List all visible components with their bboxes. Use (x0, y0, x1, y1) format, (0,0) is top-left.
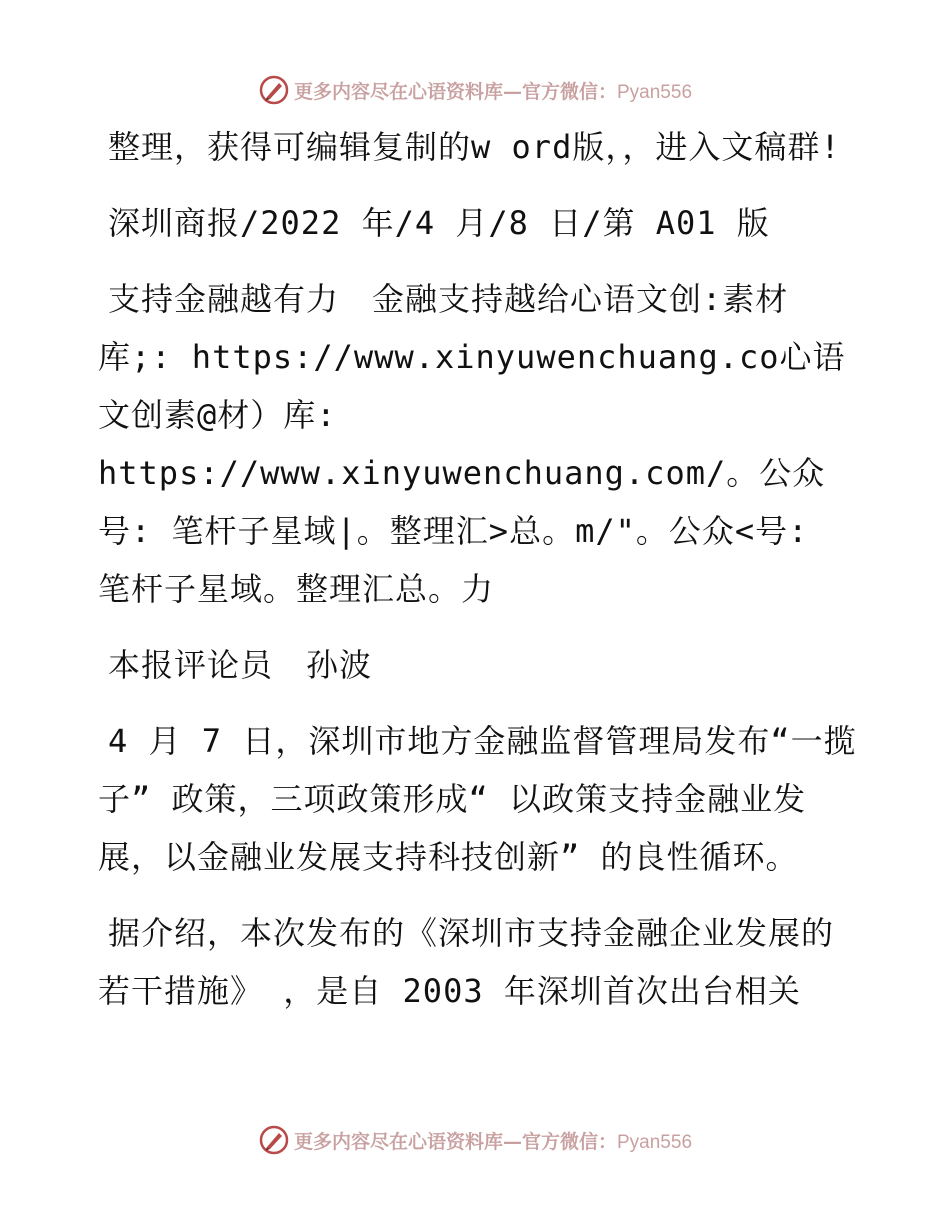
watermark-site-text: 更多内容尽在心语资料库—官方微信： (293, 80, 617, 103)
article-body (98, 118, 858, 1038)
pen-logo-icon (258, 1124, 290, 1156)
intro-paragraph: 整理，获得可编辑复制的w ord版，，进入文稿群! (108, 128, 841, 166)
watermark-handle: Pyan556 (617, 1131, 693, 1153)
footer-watermark (0, 1120, 950, 1160)
source-line: 深圳商报/2022 年/4 月/8 日/第 A01 版 (108, 204, 770, 242)
watermark-handle: Pyan556 (617, 81, 693, 103)
header-watermark (0, 70, 950, 110)
pen-logo-icon (258, 74, 290, 106)
body-paragraph-1: 4 月 7 日，深圳市地方金融监督管理局发布“一揽子” 政策，三项政策形成“ 以政策支持金融业发展，以金融业发展支持科技创新” 的良性循环。 (98, 722, 857, 876)
watermark-site-text: 更多内容尽在心语资料库—官方微信： (293, 1130, 617, 1153)
byline: 本报评论员 孙波 (108, 646, 373, 684)
body-paragraph-2: 据介绍，本次发布的《深圳市支持金融企业发展的若干措施》 ，是自 2003 年深圳首次出台相关 (98, 914, 835, 1010)
watermark-text (294, 1127, 692, 1154)
headline-paragraph: 支持金融越有力 金融支持越给心语文创:素材库;: https://www.xinyuwenchuang.co心语文创素@材）库: https://www.xinyuwenchuang.com/。公众号: 笔杆子星域|。整理汇>总。m/"。公众<号: 笔杆子星域。整理汇总。力 (98, 280, 846, 608)
watermark-text (294, 77, 692, 104)
